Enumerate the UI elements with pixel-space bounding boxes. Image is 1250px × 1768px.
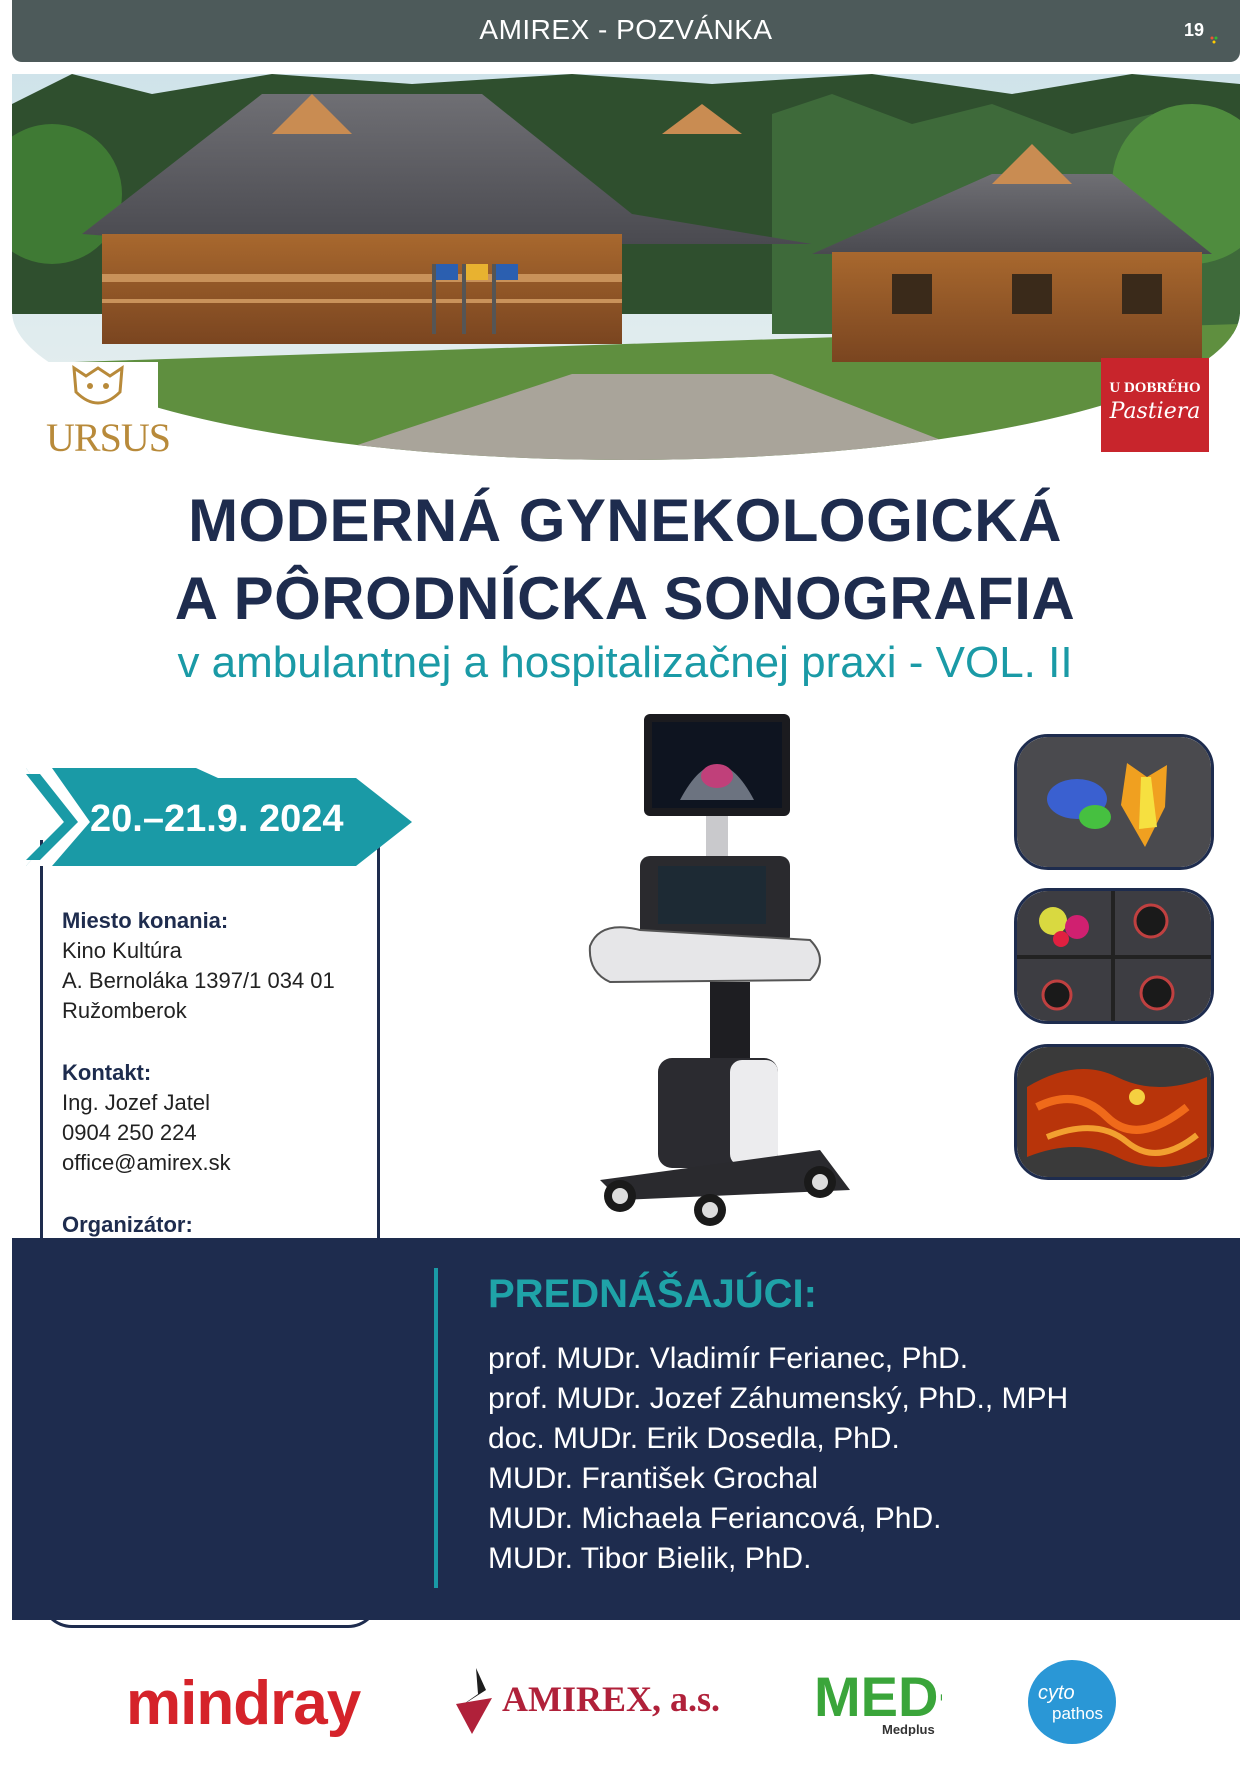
speakers-heading: PREDNÁŠAJÚCI: <box>488 1272 817 1316</box>
medplus-wordmark: MED <box>814 1665 939 1728</box>
venue-line: A. Bernoláka 1397/1 034 01 <box>62 968 335 993</box>
doppler-image-1 <box>1014 734 1214 870</box>
event-title-line1: MODERNÁ GYNEKOLOGICKÁ <box>188 487 1062 554</box>
contact-block <box>62 1058 231 1178</box>
hero-image <box>12 74 1240 460</box>
doppler-image-2 <box>1014 888 1214 1024</box>
speaker-item: prof. MUDr. Vladimír Ferianec, PhD. <box>488 1342 969 1375</box>
bear-icon <box>38 362 158 418</box>
page-number: 19 <box>1183 20 1204 40</box>
cyto-text: cyto <box>1038 1682 1075 1704</box>
venue-line: Kino Kultúra <box>62 938 182 963</box>
event-subtitle: v ambulantnej a hospitalizačnej praxi - VOL. II <box>177 638 1073 687</box>
speaker-item: doc. MUDr. Erik Dosedla, PhD. <box>488 1422 900 1455</box>
pathos-text: pathos <box>1052 1704 1104 1723</box>
ultrasound-machine-image <box>580 710 880 1230</box>
contact-email[interactable]: office@amirex.sk <box>62 1150 231 1175</box>
venue-label: Miesto konania: <box>62 908 229 933</box>
organizer-label: Organizátor: <box>62 1212 193 1237</box>
pastiera-logo <box>1101 358 1209 452</box>
contact-name: Ing. Jozef Jatel <box>62 1090 210 1115</box>
speaker-item: MUDr. Michaela Feriancová, PhD. <box>488 1502 942 1535</box>
speaker-item: MUDr. František Grochal <box>488 1462 819 1495</box>
mindray-logo: mindray <box>126 1669 361 1738</box>
amirex-mark-icon <box>452 1668 496 1734</box>
ursus-logo <box>38 362 170 472</box>
pastiera-line1: U DOBRÉHO <box>1109 380 1201 396</box>
header-title: AMIREX - POZVÁNKA <box>479 14 773 45</box>
event-date: 20.–21.9. 2024 <box>90 798 344 840</box>
speaker-item: MUDr. Tibor Bielik, PhD. <box>488 1542 812 1575</box>
speaker-item: prof. MUDr. Jozef Záhumenský, PhD., MPH <box>488 1382 1069 1415</box>
contact-label: Kontakt: <box>62 1060 152 1085</box>
amirex-logo: AMIREX, a.s. <box>502 1679 721 1719</box>
contact-phone[interactable]: 0904 250 224 <box>62 1120 197 1145</box>
event-title-line2: A PÔRODNÍCKA SONOGRAFIA <box>174 565 1076 632</box>
doppler-image-3 <box>1014 1044 1214 1180</box>
medplus-logo <box>812 1664 942 1736</box>
color-dots-icon <box>1210 36 1218 44</box>
header-bar <box>12 0 1240 62</box>
medplus-subtitle: Medplus <box>882 1722 935 1736</box>
venue-block <box>62 906 335 1026</box>
speakers-divider <box>434 1268 438 1588</box>
venue-line: Ružomberok <box>62 998 187 1023</box>
ursus-wordmark: URSUS <box>46 415 170 460</box>
cytopathos-logo <box>1028 1660 1116 1744</box>
pastiera-line2: Pastiera <box>1109 399 1201 424</box>
